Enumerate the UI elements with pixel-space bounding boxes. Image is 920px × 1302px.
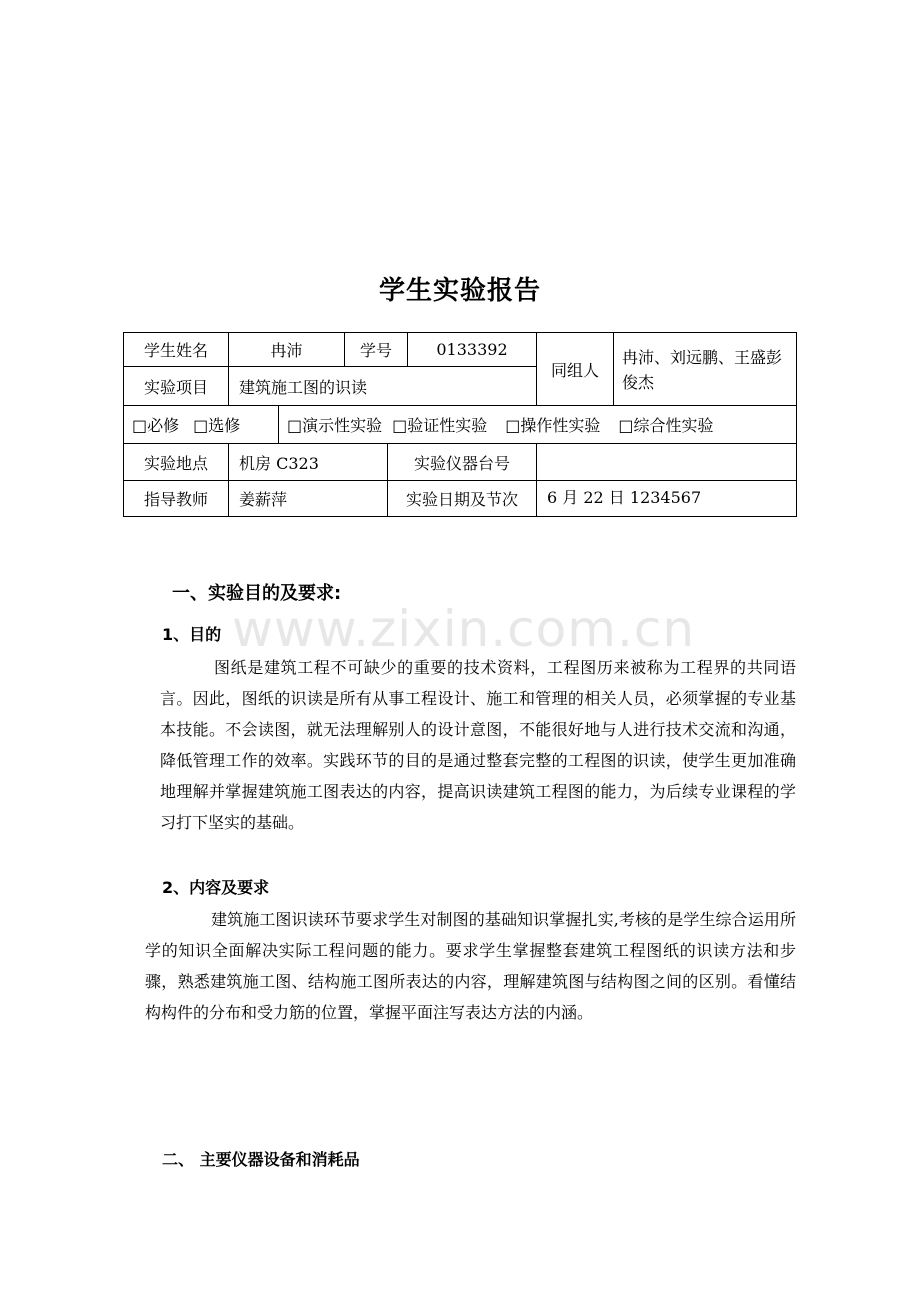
group-label: 同组人: [536, 332, 614, 406]
location-value: 机房 C323: [228, 443, 388, 481]
teacher-value: 姜薪萍: [228, 480, 388, 517]
section-2-heading: 二、 主要仪器设备和消耗品: [162, 1150, 360, 1169]
experiment-type-cell: [278, 405, 797, 444]
project-label: 实验项目: [123, 366, 229, 406]
name-value: 冉沛: [228, 332, 345, 367]
instrument-label: 实验仪器台号: [387, 443, 537, 481]
location-label: 实验地点: [123, 443, 229, 481]
elective-option: □选修: [193, 416, 241, 435]
id-value: 0133392: [407, 332, 537, 367]
required-option: □必修: [132, 416, 180, 435]
name-label: 学生姓名: [123, 332, 229, 367]
comprehensive-option: □综合性实验: [618, 416, 714, 435]
demo-option: □演示性实验: [287, 416, 383, 435]
requirements-paragraph: 建筑施工图识读环节要求学生对制图的基础知识掌握扎实,考核的是学生综合运用所学的知识全面解决实际工程问题的能力。要求学生掌握整套建筑工程图纸的识读方法和步骤，熟悉建筑施工图、结构施工图所表达的内容，理解建筑图与结构图之间的区别。看懂结构构件的分布和受力筋的位置，掌握平面注写表达方法的内涵。: [145, 910, 796, 1022]
watermark: www.zixin.com.cn: [232, 600, 696, 658]
date-value: 6 月 22 日 1234567: [536, 480, 797, 517]
verify-option: □验证性实验: [392, 416, 488, 435]
section-1-sub-requirements: 2、内容及要求: [162, 878, 270, 897]
instrument-value: [536, 443, 797, 481]
project-value: 建筑施工图的识读: [228, 366, 537, 406]
id-label: 学号: [344, 332, 408, 367]
operate-option: □操作性实验: [505, 416, 601, 435]
report-title: 学生实验报告: [378, 276, 541, 306]
section-1-sub-purpose: 1、目的: [162, 625, 222, 644]
teacher-label: 指导教师: [123, 480, 229, 517]
group-value: 冉沛、刘远鹏、王盛彭俊杰: [613, 332, 797, 406]
section-1-heading: 一、实验目的及要求:: [172, 583, 342, 604]
date-label: 实验日期及节次: [387, 480, 537, 517]
info-table: [123, 332, 797, 517]
purpose-paragraph: 图纸是建筑工程不可缺少的重要的技术资料，工程图历来被称为工程界的共同语言。因此，图纸的识读是所有从事工程设计、施工和管理的相关人员，必须掌握的专业基本技能。不会读图，就无法理解别人的设计意图，不能很好地与人进行技术交流和沟通，降低管理工作的效率。实践环节的目的是通过整套完整的工程图的识读，使学生更加准确地理解并掌握建筑施工图表达的内容，提高识读建筑工程图的能力，为后续专业课程的学习打下坚实的基础。: [160, 658, 796, 832]
course-type-cell: [123, 405, 279, 444]
